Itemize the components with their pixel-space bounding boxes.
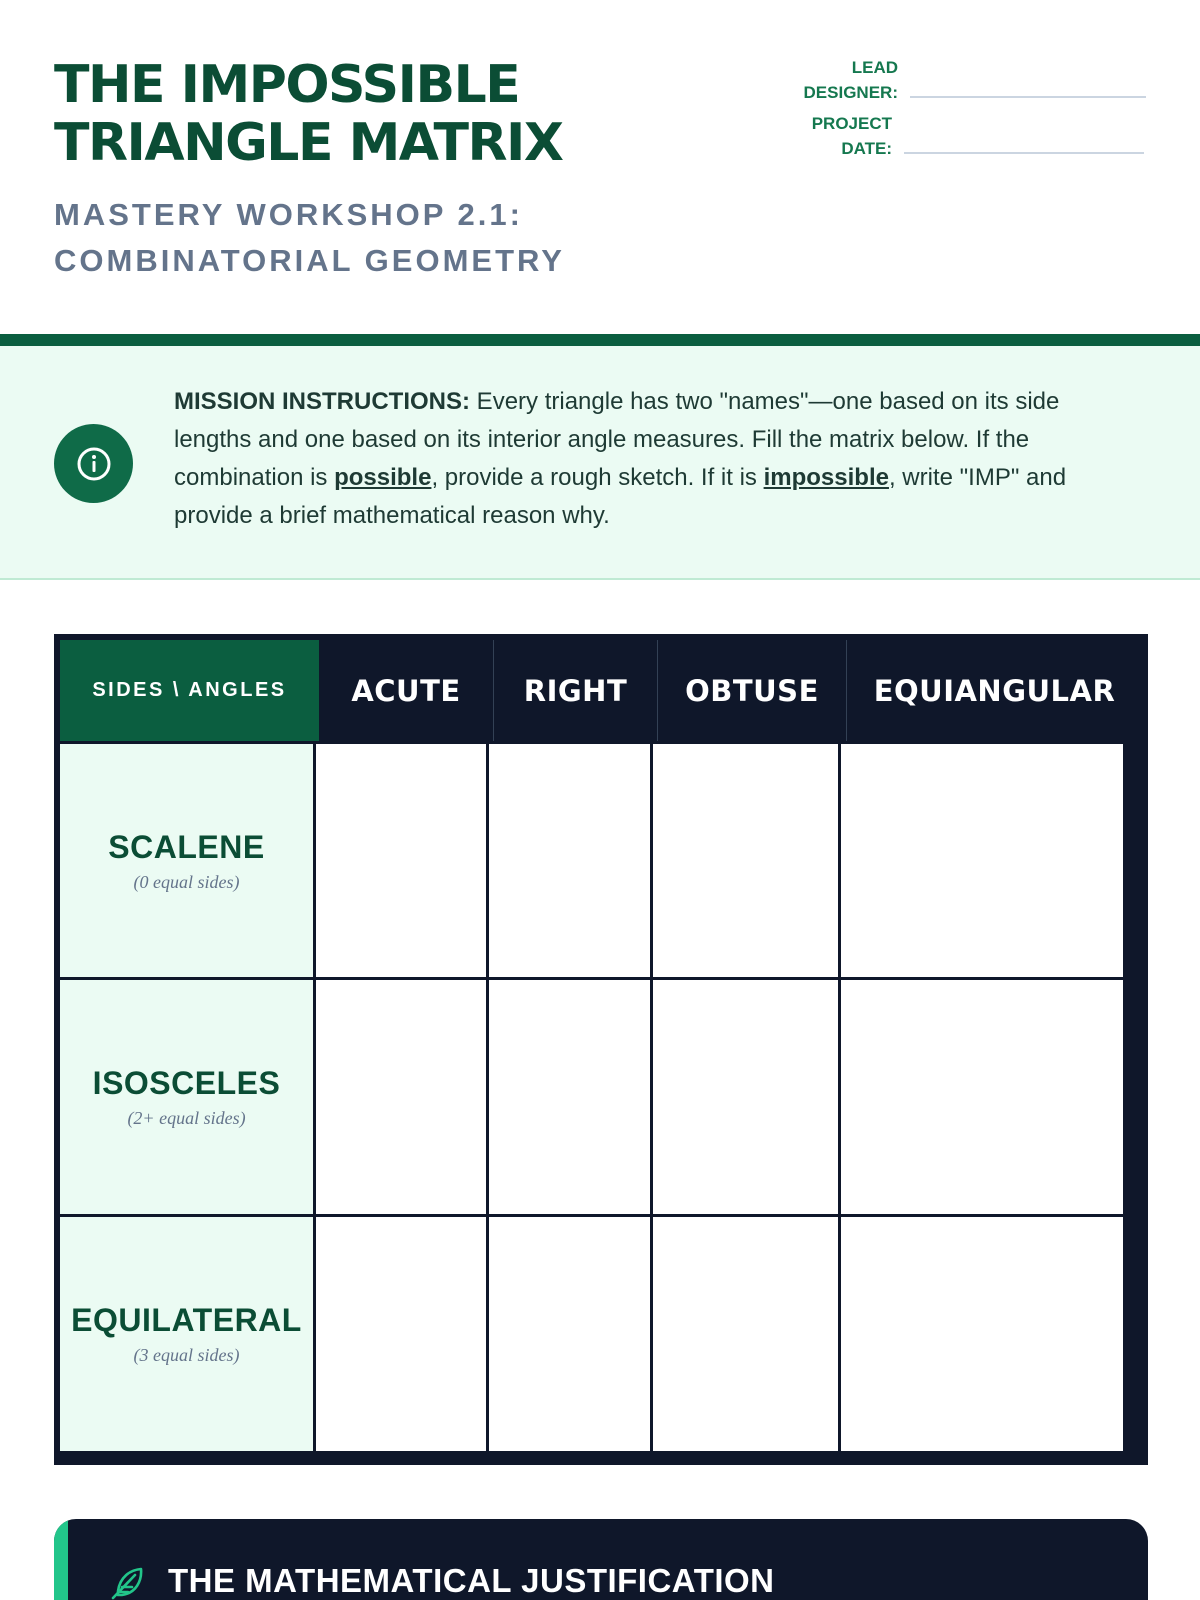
possible-emphasis: possible bbox=[334, 464, 432, 491]
matrix-grid bbox=[60, 640, 1142, 1459]
justification-title: THE MATHEMATICAL JUSTIFICATION bbox=[168, 1562, 775, 1599]
row-header-isosceles bbox=[60, 980, 313, 1214]
row-header-scalene bbox=[60, 744, 313, 977]
lead-designer-field bbox=[790, 55, 1146, 105]
cell-isosceles-right[interactable] bbox=[489, 980, 650, 1214]
lead-designer-label: LEAD DESIGNER: bbox=[803, 58, 898, 102]
subtitle-line-2: COMBINATORIAL GEOMETRY bbox=[54, 243, 565, 278]
impossible-emphasis: impossible bbox=[763, 464, 889, 491]
row-name: ISOSCELES bbox=[92, 1065, 281, 1101]
project-date-label: PROJECT DATE: bbox=[811, 114, 892, 158]
column-header-right: RIGHT bbox=[494, 640, 657, 741]
worksheet-header bbox=[0, 0, 1200, 334]
row-note: (2+ equal sides) bbox=[127, 1108, 246, 1128]
row-name: EQUILATERAL bbox=[71, 1302, 302, 1338]
project-date-field bbox=[790, 111, 1144, 161]
header-divider bbox=[0, 334, 1200, 346]
cell-isosceles-acute[interactable] bbox=[316, 980, 486, 1214]
instructions-lead: MISSION INSTRUCTIONS: bbox=[174, 388, 471, 415]
lead-designer-input-line[interactable] bbox=[910, 96, 1146, 98]
row-note: (3 equal sides) bbox=[133, 1345, 240, 1365]
cell-equilateral-equiangular[interactable] bbox=[841, 1217, 1123, 1451]
feather-icon bbox=[108, 1563, 148, 1600]
row-name: SCALENE bbox=[108, 828, 265, 865]
cell-scalene-obtuse[interactable] bbox=[653, 744, 838, 977]
column-header-equiangular: EQUIANGULAR bbox=[847, 640, 1142, 741]
instructions-text bbox=[174, 383, 1134, 535]
row-header-equilateral bbox=[60, 1217, 313, 1451]
row-note: (0 equal sides) bbox=[133, 871, 240, 892]
column-header-acute: ACUTE bbox=[319, 640, 493, 741]
cell-equilateral-right[interactable] bbox=[489, 1217, 650, 1451]
justification-section bbox=[54, 1519, 1148, 1600]
instructions-part-3: , write "IMP" and provide a brief mathematical reason why. bbox=[174, 464, 1067, 529]
page-title bbox=[54, 56, 562, 172]
justification-accent-bar bbox=[54, 1519, 68, 1600]
title-line-1: THE IMPOSSIBLE bbox=[54, 55, 520, 115]
cell-equilateral-acute[interactable] bbox=[316, 1217, 486, 1451]
cell-equilateral-obtuse[interactable] bbox=[653, 1217, 838, 1451]
page-subtitle bbox=[54, 192, 565, 284]
instructions-panel bbox=[0, 346, 1200, 580]
cell-scalene-right[interactable] bbox=[489, 744, 650, 977]
instructions-part-2: , provide a rough sketch. If it is bbox=[431, 464, 764, 491]
column-header-obtuse: OBTUSE bbox=[658, 640, 846, 741]
matrix-corner-header: SIDES \ ANGLES bbox=[60, 640, 319, 741]
cell-scalene-equiangular[interactable] bbox=[841, 744, 1123, 977]
cell-scalene-acute[interactable] bbox=[316, 744, 486, 977]
info-icon bbox=[54, 424, 133, 503]
title-line-2: TRIANGLE MATRIX bbox=[54, 113, 563, 173]
instructions-part-1: Every triangle has two "names"—one based on its side lengths and one based on its interior angle measures. Fill the matrix below. If the combination is bbox=[174, 388, 1060, 491]
cell-isosceles-obtuse[interactable] bbox=[653, 980, 838, 1214]
project-date-input-line[interactable] bbox=[904, 152, 1144, 154]
subtitle-line-1: MASTERY WORKSHOP 2.1: bbox=[54, 197, 523, 232]
triangle-matrix bbox=[54, 634, 1148, 1465]
cell-isosceles-equiangular[interactable] bbox=[841, 980, 1123, 1214]
